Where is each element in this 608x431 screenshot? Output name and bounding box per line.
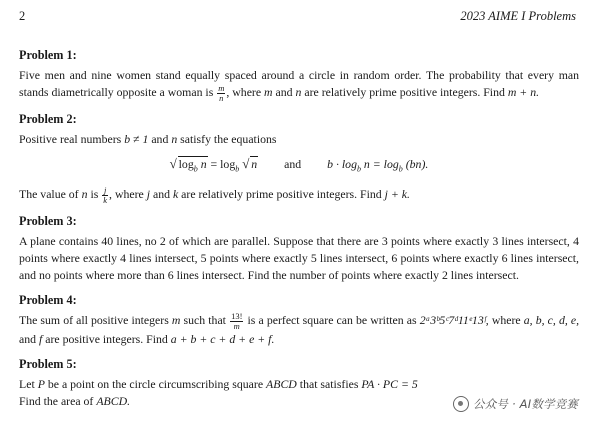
p2-answer-expr: j + k. (384, 187, 410, 202)
problem-3 (19, 213, 579, 284)
p2-eq1-rhs-arg: n (251, 157, 258, 171)
p2-var-k: k (172, 187, 179, 202)
p2-eq1-rhs: = log (210, 157, 236, 171)
p2-eq2-lhs: b · log (327, 157, 357, 171)
p1-text-1: Five men and nine women stand equally spaced around a circle in random order. The probability that every (19, 68, 555, 82)
p2-value-is: is (90, 187, 99, 202)
p1-var-m: m (264, 85, 273, 100)
problem-4-body (19, 312, 579, 348)
p2-condition: b ≠ 1 (124, 132, 149, 146)
p2-eq-and: and (284, 157, 302, 171)
p2-var-j: j (146, 187, 150, 202)
problem-2-body (19, 131, 579, 148)
p4-answer-expr: a + b + c + d + e + f. (170, 332, 275, 347)
problem-5-heading: Problem 5: (19, 357, 77, 372)
problem-2-heading: Problem 2: (19, 112, 77, 126)
p2-intro-end: satisfy the equations (180, 132, 277, 146)
watermark (449, 393, 604, 415)
p4-and: and (19, 332, 37, 347)
p2-eq2-rhs: (bn). (405, 157, 429, 171)
wechat-icon (453, 396, 469, 412)
p5-expr: PA · PC = 5 (361, 377, 418, 392)
p1-text-4: and (275, 85, 293, 100)
p2-display-equations (19, 156, 579, 177)
p4-power-expr: 2ᵃ3ᵇ5ᶜ7ᵈ11ᵉ13ᶠ, (419, 313, 489, 328)
problem-3-body: A plane contains 40 lines, no 2 of which are parallel. Suppose that there are 3 points where exactly 3 lines intersect, 4 points where exactly 4 lines intersect, 5 points where exactly 5 lines intersect, 6 points where exactly 6 lines intersect, and no points where more than 6 lines intersect. Find the number of points where exactly 2 lines intersect. (19, 234, 579, 283)
p2-eq1-arg: n (200, 157, 207, 171)
problem-1-heading: Problem 1: (19, 48, 77, 62)
p4-text-4: where (491, 313, 521, 328)
p5-text-2: be a point on the circle circumscribing square (47, 377, 264, 392)
watermark-text: 公众号 · AI数学竞赛 (473, 397, 579, 411)
p2-var-n: n (171, 132, 178, 146)
problem-4-heading: Problem 4: (19, 293, 77, 308)
p4-frac-num: 13! (231, 311, 243, 322)
page-number: 2 (19, 9, 26, 23)
p2-intro-and: and (151, 132, 169, 146)
p2-frac-num: j (103, 185, 107, 196)
problem-1-body (19, 67, 579, 103)
p4-var-f: f (39, 332, 43, 347)
problem-1 (19, 47, 579, 103)
problem-4 (19, 292, 579, 348)
p2-eq1-rhs-base: b (235, 164, 240, 174)
p2-fraction (102, 186, 108, 205)
p2-eq2-base2: b (398, 164, 403, 174)
p2-eq2-mid: n = log (363, 157, 399, 171)
p2-eq1-log: log (178, 157, 194, 171)
p5-text-4: Find the area of (19, 394, 94, 409)
p2-eq2-base: b (356, 164, 361, 174)
p1-answer-expr: m + n. (507, 85, 540, 100)
p1-var-n: n (295, 85, 302, 100)
page-header (19, 9, 576, 25)
p5-square-name-2: ABCD. (96, 394, 131, 409)
problem-list (19, 47, 579, 418)
p1-fraction (217, 84, 225, 103)
p1-frac-den: n (219, 93, 224, 103)
p2-and: and (152, 187, 170, 202)
p4-text-1: The sum of all positive integers (19, 313, 169, 328)
p2-eq1-sqrt (170, 156, 208, 177)
problem-2-question (19, 186, 579, 205)
p4-fraction (230, 312, 243, 331)
problem-2 (19, 111, 579, 205)
p4-vars-list: a, b, c, d, e, (523, 313, 580, 328)
p1-frac-num: m (218, 83, 225, 93)
p2-eq1-rhs-sqrt (242, 156, 258, 173)
p4-text-5: are positive integers. Find (45, 332, 168, 347)
p2-value-var: n (81, 187, 88, 202)
p4-frac-den: m (233, 321, 240, 332)
p2-value-text: The value of (19, 187, 79, 202)
p4-text-2: such that (183, 313, 226, 328)
p2-where: , where (109, 187, 144, 202)
running-title: 2023 AIME I Problems (460, 9, 576, 23)
p5-text-1: Let (19, 377, 35, 392)
p5-square-name: ABCD (266, 377, 297, 392)
p5-var-p: P (37, 377, 45, 392)
p2-intro: Positive real numbers (19, 132, 122, 146)
p1-text-5: are relatively prime positive integers. (304, 85, 481, 100)
p1-text-6: Find (483, 85, 505, 100)
problem-3-heading: Problem 3: (19, 214, 77, 229)
p1-text-3: , where (226, 85, 262, 100)
p5-text-3: that satisfies (299, 377, 359, 392)
p2-eq1-base: b (193, 164, 198, 174)
p2-tail: are relatively prime positive integers. Find (181, 187, 382, 202)
p4-var-m: m (171, 313, 181, 328)
p4-text-3: is a perfect square can be written as (247, 313, 417, 328)
p1-text-2: man stands diametrically opposite a woman is (19, 68, 580, 100)
p2-frac-den: k (103, 195, 108, 206)
